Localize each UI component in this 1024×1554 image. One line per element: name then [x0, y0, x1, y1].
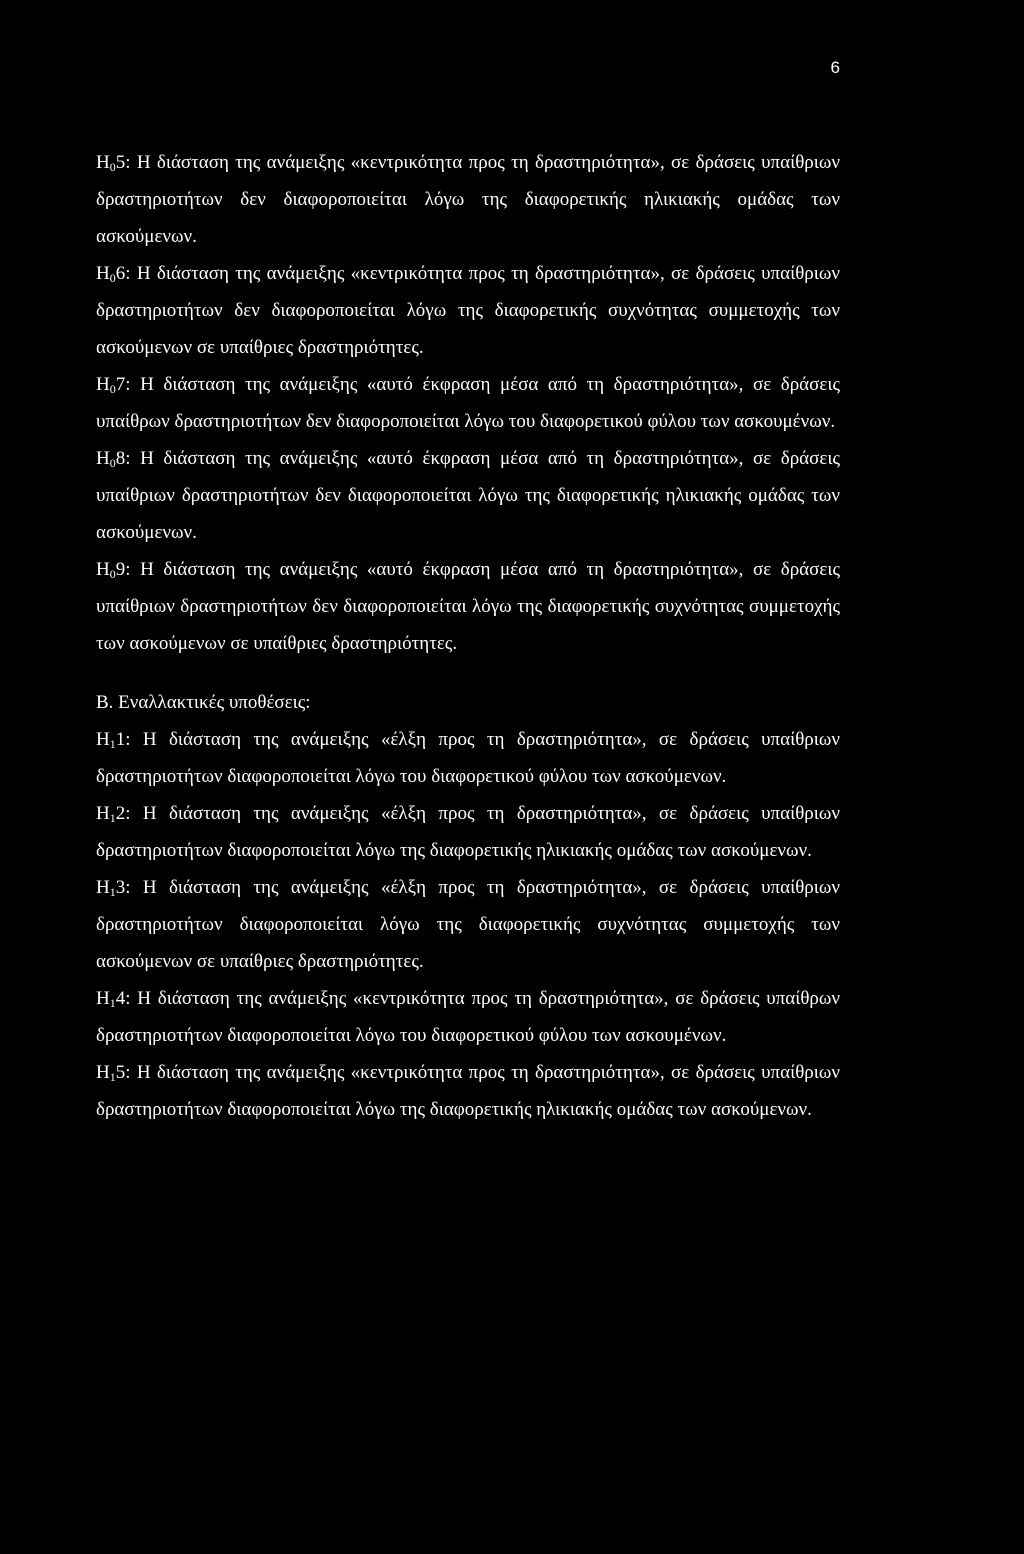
hypothesis-h1-1	[96, 721, 840, 795]
hypothesis-h0-6	[96, 255, 840, 366]
document-body	[96, 144, 840, 1128]
hypothesis-text: : Η διάσταση της ανάμειξης «κεντρικότητα προς τη δραστηριότητα», σε δράσεις υπαίθριων δραστηριοτήτων διαφοροποιείται λόγω της διαφορετικής ηλικιακής ομάδας των ασκούμενων.	[96, 1062, 840, 1120]
hypothesis-h1-5	[96, 1054, 840, 1128]
hypothesis-code: $H_11$	[96, 729, 126, 751]
hypothesis-text: : Η διάσταση της ανάμειξης «κεντρικότητα προς τη δραστηριότητα», σε δράσεις υπαίθρων δραστηριοτήτων διαφοροποιείται λόγω του διαφορετικού φύλου των ασκουμένων.	[96, 988, 840, 1046]
hypothesis-text: : Η διάσταση της ανάμειξης «έλξη προς τη δραστηριότητα», σε δράσεις υπαίθριων δραστηριοτήτων διαφοροποιείται λόγω της διαφορετικής συχνότητας συμμετοχής των ασκούμενων σε υπαίθριες δραστηριότητες.	[96, 877, 840, 972]
hypothesis-h0-5	[96, 144, 840, 255]
hypothesis-h1-2	[96, 795, 840, 869]
hypothesis-code: $H_09$	[96, 559, 126, 581]
hypothesis-h0-9	[96, 551, 840, 662]
hypothesis-text: : Η διάσταση της ανάμειξης «αυτό έκφραση μέσα από τη δραστηριότητα», σε δράσεις υπαίθριων δραστηριοτήτων δεν διαφοροποιείται λόγω της διαφορετικής συχνότητας συμμετοχής των ασκούμενων σε υπαίθριες δραστηριότητες.	[96, 559, 840, 654]
hypothesis-code: $H_05$	[96, 152, 126, 174]
hypothesis-code: $H_07$	[96, 374, 126, 396]
hypothesis-code: $H_14$	[96, 988, 126, 1010]
hypothesis-code: $H_06$	[96, 263, 126, 285]
hypothesis-text: : Η διάσταση της ανάμειξης «έλξη προς τη δραστηριότητα», σε δράσεις υπαίθριων δραστηριοτήτων διαφοροποιείται λόγω του διαφορετικού φύλου των ασκούμενων.	[96, 729, 840, 787]
hypothesis-text: : Η διάσταση της ανάμειξης «κεντρικότητα προς τη δραστηριότητα», σε δράσεις υπαίθριων δραστηριοτήτων δεν διαφοροποιείται λόγω της διαφορετικής συχνότητας συμμετοχής των ασκούμενων σε υπαίθριες δραστηριότητες.	[96, 263, 840, 358]
page-number: 6	[830, 58, 840, 77]
hypothesis-h1-3	[96, 869, 840, 980]
hypothesis-h1-4	[96, 980, 840, 1054]
hypothesis-code: $H_15$	[96, 1062, 126, 1084]
hypothesis-code: $H_12$	[96, 803, 126, 825]
alternative-hypotheses-heading: Β. Εναλλακτικές υποθέσεις:	[96, 692, 311, 713]
hypothesis-text: : Η διάσταση της ανάμειξης «αυτό έκφραση μέσα από τη δραστηριότητα», σε δράσεις υπαίθριων δραστηριοτήτων δεν διαφοροποιείται λόγω της διαφορετικής ηλικιακής ομάδας των ασκούμενων.	[96, 448, 840, 543]
hypothesis-text: : Η διάσταση της ανάμειξης «έλξη προς τη δραστηριότητα», σε δράσεις υπαίθριων δραστηριοτήτων διαφοροποιείται λόγω της διαφορετικής ηλικιακής ομάδας των ασκούμενων.	[96, 803, 840, 861]
hypothesis-code: $H_13$	[96, 877, 126, 899]
hypothesis-code: $H_08$	[96, 448, 126, 470]
hypothesis-text: : Η διάσταση της ανάμειξης «αυτό έκφραση μέσα από τη δραστηριότητα», σε δράσεις υπαίθρων δραστηριοτήτων δεν διαφοροποιείται λόγω του διαφορετικού φύλου των ασκουμένων.	[96, 374, 840, 432]
hypothesis-h0-7	[96, 366, 840, 440]
hypothesis-text: : Η διάσταση της ανάμειξης «κεντρικότητα προς τη δραστηριότητα», σε δράσεις υπαίθριων δραστηριοτήτων δεν διαφοροποιείται λόγω της διαφορετικής ηλικιακής ομάδας των ασκούμενων.	[96, 152, 840, 247]
hypothesis-h0-8	[96, 440, 840, 551]
